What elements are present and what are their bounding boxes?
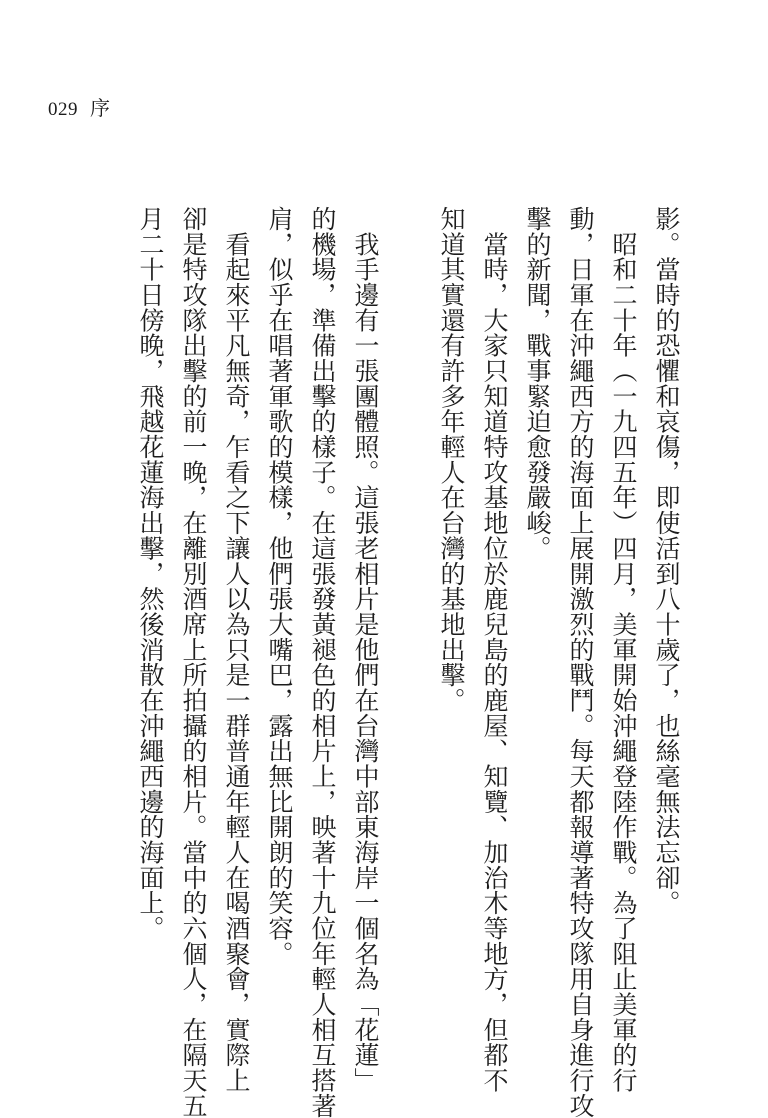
text-column: 當時，大家只知道特攻基地位於鹿兒島的鹿屋、知覽、加治木等地方，但都不 xyxy=(480,206,509,1093)
text-column: 看起來平凡無奇，乍看之下讓人以為只是一群普通年輕人在喝酒聚會，實際上 xyxy=(222,206,251,1093)
text-column: 卻是特攻隊出擊的前一晚，在離別酒席上所拍攝的相片。當中的六個人，在隔天五 xyxy=(179,206,208,1118)
page-header xyxy=(48,92,110,121)
text-column: 我手邊有一張團體照。這張老相片是他們在台灣中部東海岸一個名為「花蓮」 xyxy=(351,206,380,1093)
text-column: 擊的新聞，戰事緊迫愈發嚴峻。 xyxy=(523,206,552,561)
page-number: 029 xyxy=(48,99,78,120)
section-title: 序 xyxy=(90,98,110,120)
text-column: 動，日軍在沖繩西方的海面上展開激烈的戰鬥。每天都報導著特攻隊用自身進行攻 xyxy=(566,206,595,1118)
body-text xyxy=(100,206,681,1118)
text-column: 肩，似乎在唱著軍歌的模樣，他們張大嘴巴，露出無比開朗的笑容。 xyxy=(265,206,294,967)
text-column: 昭和二十年（一九四五年）四月，美軍開始沖繩登陸作戰。為了阻止美軍的行 xyxy=(609,206,638,1093)
text-column: 月二十日傍晚，飛越花蓮海出擊，然後消散在沖繩西邊的海面上。 xyxy=(136,206,165,941)
text-column: 影。當時的恐懼和哀傷，即使活到八十歲了，也絲毫無法忘卻。 xyxy=(652,206,681,916)
text-column: 的機場，準備出擊的樣子。在這張發黃褪色的相片上，映著十九位年輕人相互搭著 xyxy=(308,206,337,1118)
text-column: 知道其實還有許多年輕人在台灣的基地出擊。 xyxy=(437,206,466,713)
